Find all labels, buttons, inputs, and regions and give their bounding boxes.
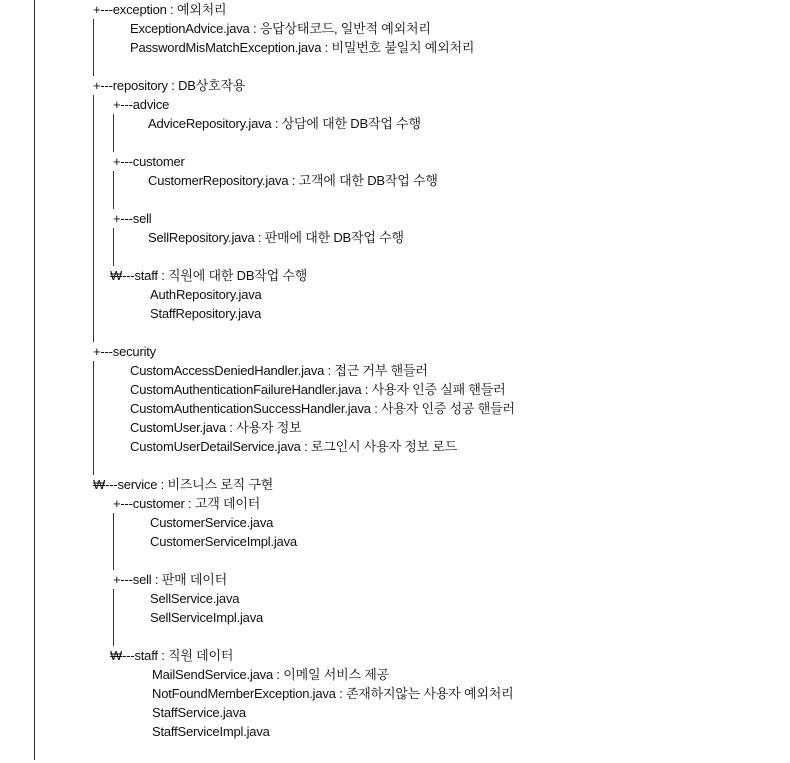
tree-row — [0, 76, 790, 95]
tree-guide-line — [34, 95, 35, 114]
tree-guide-line — [34, 285, 35, 304]
tree-guide-line — [113, 627, 114, 646]
tree-file-label: SellServiceImpl.java — [150, 610, 264, 625]
tree-row — [0, 247, 790, 266]
tree-row — [0, 684, 790, 703]
tree-row — [0, 741, 790, 760]
tree-row — [0, 304, 790, 323]
tree-row — [0, 342, 790, 361]
tree-guide-line — [34, 342, 35, 361]
tree-row — [0, 361, 790, 380]
tree-guide-line — [34, 0, 35, 19]
tree-row — [0, 399, 790, 418]
tree-row — [0, 475, 790, 494]
tree-file-label: ExceptionAdvice.java : 응답상태코드, 일반적 예외처리 — [130, 21, 431, 36]
tree-guide-line — [113, 133, 114, 152]
tree-guide-line — [34, 323, 35, 342]
tree-guide-line — [34, 646, 35, 665]
tree-guide-line — [93, 437, 94, 456]
tree-guide-line — [93, 247, 94, 266]
tree-guide-line — [93, 57, 94, 76]
tree-row — [0, 418, 790, 437]
tree-guide-line — [93, 133, 94, 152]
tree-row — [0, 133, 790, 152]
tree-guide-line — [34, 722, 35, 741]
tree-guide-line — [34, 38, 35, 57]
tree-file-label: PasswordMisMatchException.java : 비밀번호 불일치 예외처리 — [130, 40, 475, 55]
tree-file-label: MailSendService.java : 이메일 서비스 제공 — [152, 667, 389, 682]
tree-guide-line — [34, 399, 35, 418]
tree-folder-label: ₩---staff : 직원에 대한 DB작업 수행 — [110, 268, 308, 283]
tree-row — [0, 551, 790, 570]
tree-guide-line — [34, 437, 35, 456]
tree-file-label: AdviceRepository.java : 상담에 대한 DB작업 수행 — [148, 116, 421, 131]
tree-row — [0, 722, 790, 741]
tree-file-label: CustomerRepository.java : 고객에 대한 DB작업 수행 — [148, 173, 438, 188]
tree-guide-line — [93, 171, 94, 190]
tree-guide-line — [34, 418, 35, 437]
tree-guide-line — [93, 380, 94, 399]
tree-guide-line — [34, 608, 35, 627]
tree-guide-line — [34, 190, 35, 209]
tree-guide-line — [93, 456, 94, 475]
tree-guide-line — [113, 551, 114, 570]
tree-file-label: AuthRepository.java — [150, 287, 262, 302]
tree-guide-line — [93, 361, 94, 380]
tree-row — [0, 627, 790, 646]
tree-guide-line — [34, 456, 35, 475]
tree-guide-line — [113, 532, 114, 551]
tree-folder-label: +---sell — [113, 211, 152, 226]
tree-row — [0, 589, 790, 608]
tree-row — [0, 570, 790, 589]
tree-row — [0, 513, 790, 532]
tree-row — [0, 209, 790, 228]
tree-folder-label: ₩---service : 비즈니스 로직 구현 — [93, 477, 274, 492]
tree-folder-label: ₩---staff : 직원 데이터 — [110, 648, 234, 663]
tree-guide-line — [34, 171, 35, 190]
tree-guide-line — [34, 513, 35, 532]
tree-file-label: CustomUserDetailService.java : 로그인시 사용자 정보 로드 — [130, 439, 458, 454]
tree-folder-label: +---customer : 고객 데이터 — [113, 496, 261, 511]
tree-row — [0, 665, 790, 684]
tree-guide-line — [34, 19, 35, 38]
tree-guide-line — [34, 361, 35, 380]
tree-guide-line — [34, 741, 35, 760]
tree-file-label: StaffServiceImpl.java — [152, 724, 270, 739]
tree-guide-line — [34, 475, 35, 494]
tree-guide-line — [34, 152, 35, 171]
tree-guide-line — [93, 38, 94, 57]
tree-guide-line — [113, 114, 114, 133]
tree-row — [0, 646, 790, 665]
tree-row — [0, 19, 790, 38]
tree-guide-line — [34, 247, 35, 266]
tree-guide-line — [93, 266, 94, 285]
tree-guide-line — [93, 323, 94, 342]
tree-guide-line — [93, 304, 94, 323]
tree-row — [0, 494, 790, 513]
tree-row — [0, 608, 790, 627]
tree-file-label: SellRepository.java : 판매에 대한 DB작업 수행 — [148, 230, 404, 245]
tree-folder-label: +---advice — [113, 97, 170, 112]
tree-guide-line — [93, 19, 94, 38]
tree-file-label: CustomerServiceImpl.java — [150, 534, 297, 549]
tree-row — [0, 95, 790, 114]
tree-guide-line — [34, 209, 35, 228]
tree-file-label: StaffRepository.java — [150, 306, 262, 321]
tree-folder-label: +---security — [93, 344, 156, 359]
tree-row — [0, 380, 790, 399]
tree-guide-line — [34, 494, 35, 513]
tree-row — [0, 171, 790, 190]
tree-row — [0, 38, 790, 57]
tree-file-label: CustomUser.java : 사용자 정보 — [130, 420, 302, 435]
tree-file-label: CustomAccessDeniedHandler.java : 접근 거부 핸들러 — [130, 363, 428, 378]
tree-row — [0, 456, 790, 475]
tree-guide-line — [34, 57, 35, 76]
tree-guide-line — [34, 532, 35, 551]
tree-file-label: StaffService.java — [152, 705, 246, 720]
tree-guide-line — [34, 380, 35, 399]
tree-guide-line — [34, 589, 35, 608]
tree-guide-line — [113, 171, 114, 190]
tree-guide-line — [113, 513, 114, 532]
tree-row — [0, 703, 790, 722]
tree-guide-line — [34, 228, 35, 247]
tree-guide-line — [113, 589, 114, 608]
tree-row — [0, 437, 790, 456]
tree-file-label: CustomerService.java — [150, 515, 274, 530]
tree-folder-label: +---customer — [113, 154, 185, 169]
tree-guide-line — [34, 76, 35, 95]
tree-guide-line — [34, 114, 35, 133]
tree-guide-line — [34, 684, 35, 703]
tree-row — [0, 152, 790, 171]
tree-row — [0, 114, 790, 133]
tree-file-label: NotFoundMemberException.java : 존재하지않는 사용자 예외처리 — [152, 686, 514, 701]
tree-guide-line — [93, 285, 94, 304]
tree-row — [0, 228, 790, 247]
tree-guide-line — [34, 266, 35, 285]
tree-file-label: SellService.java — [150, 591, 240, 606]
tree-guide-line — [34, 703, 35, 722]
tree-guide-line — [113, 228, 114, 247]
tree-row — [0, 323, 790, 342]
tree-guide-line — [34, 551, 35, 570]
tree-guide-line — [113, 608, 114, 627]
tree-guide-line — [93, 209, 94, 228]
tree-folder-label: +---repository : DB상호작용 — [93, 78, 246, 93]
tree-row — [0, 266, 790, 285]
tree-guide-line — [93, 95, 94, 114]
tree-guide-line — [113, 190, 114, 209]
tree-guide-line — [34, 627, 35, 646]
tree-row — [0, 0, 790, 19]
tree-guide-line — [34, 133, 35, 152]
tree-guide-line — [93, 399, 94, 418]
tree-guide-line — [93, 228, 94, 247]
tree-guide-line — [93, 190, 94, 209]
tree-guide-line — [34, 570, 35, 589]
tree-row — [0, 285, 790, 304]
tree-guide-line — [34, 665, 35, 684]
tree-guide-line — [113, 247, 114, 266]
tree-guide-line — [34, 304, 35, 323]
tree-row — [0, 190, 790, 209]
tree-row — [0, 57, 790, 76]
tree-folder-label: +---exception : 예외처리 — [93, 2, 227, 17]
tree-folder-label: +---sell : 판매 데이터 — [113, 572, 227, 587]
tree-row — [0, 532, 790, 551]
tree-file-label: CustomAuthenticationFailureHandler.java : 사용자 인증 실패 핸들러 — [130, 382, 506, 397]
tree-guide-line — [93, 152, 94, 171]
tree-guide-line — [93, 418, 94, 437]
tree-file-label: CustomAuthenticationSuccessHandler.java : 사용자 인증 성공 핸들러 — [130, 401, 515, 416]
tree-guide-line — [93, 114, 94, 133]
